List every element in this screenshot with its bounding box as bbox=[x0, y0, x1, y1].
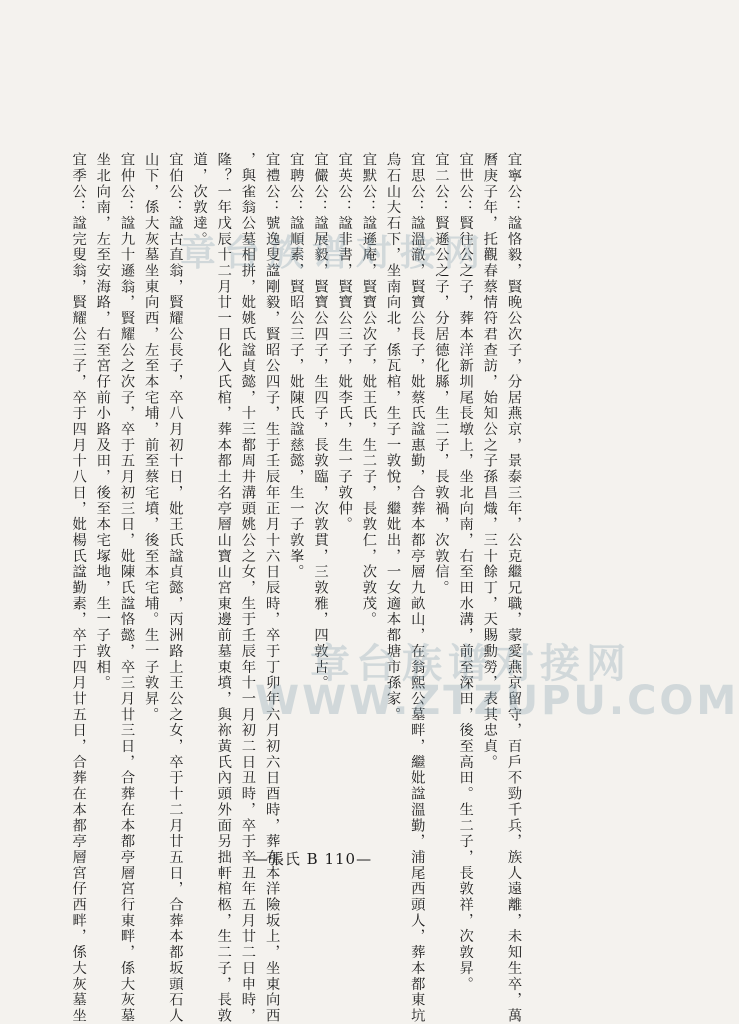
text-column: 宜世公：賢往公之子，葬本洋新圳尾長墩上，坐北向南，右至田水溝，前至深田，後至高田。生二子，長敦祥，次敦昇。 bbox=[457, 152, 474, 993]
text-column: 宜寧公：諡恪毅，賢晚公次子，分居燕京，景泰三年，公克繼兄職，蒙愛燕京留守，百戶不勁千兵，族人遠離，未知生卒，萬 bbox=[506, 152, 522, 1024]
text-column: ，與雀翁公墓相拼，妣姚氏諡貞懿，十三都周井溝頭姚公之女，生于壬辰年十一月初二日丑時，卒于辛丑年五月廿二日申時， bbox=[239, 152, 256, 1024]
text-column: 宜仲公：諡九十遜翁，賢耀公之次子，卒于五月初三日，妣陳氏諡恪懿，卒三月廿三日，合葬在本都亭層宮行東畔，係大灰墓 bbox=[119, 152, 135, 1024]
text-column: 山下，係大灰墓坐東向西，左至本宅埔，前至蔡宅墳，後至本宅埔。生一子敦昇。 bbox=[143, 152, 160, 723]
text-column: 烏石山大石下，坐南向北，係瓦棺，生子一敦悅，繼妣出，一女適本都塘市孫家。 bbox=[385, 152, 402, 723]
text-column: 宜季公：諡完叟翁，賢耀公三子，卒于四月十八日，妣楊氏諡勤素，卒于四月廿五日，合葬在本都亭層宮仔西畔，係大灰墓坐 bbox=[70, 152, 87, 1024]
watermark: 章台族谱对接网 bbox=[310, 641, 632, 687]
text-column: 宜默公：諡遜庵，賢寶公次子，妣王氏，生二子，長敦仁，次敦茂。 bbox=[360, 152, 377, 628]
text-column: 道，次敦達。 bbox=[191, 152, 208, 248]
text-column: 宜英公：諡非書，賢寶公三子，妣李氏，生一子敦仲。 bbox=[336, 152, 353, 533]
text-column: 宜伯公：諡古直翁，賢耀公長子，卒八月初十日，妣王氏諡貞懿，丙洲路上王公之女，卒于十二月廿五日，合葬本都坂頭石人 bbox=[167, 152, 184, 1024]
text-column: 坐北向南，左至安海路，右至宮仔前小路及田，後至本宅塚地，生一子敦相。 bbox=[94, 152, 111, 691]
text-column: 宜聘公：諡順素，賢昭公三子，妣陳氏諡慈懿，生一子敦峯。 bbox=[288, 152, 305, 580]
watermark-url: WWW.ZTZUPU.COM bbox=[255, 678, 739, 724]
watermark: 章台族谱对接网 bbox=[180, 233, 489, 274]
text-column: 曆庚子年，托觀春蔡情符君查訪，始知公之子孫昌熾，三十餘丁，天賜勳勞，表其忠貞。 bbox=[481, 152, 498, 771]
text-column: 隆？一年戊辰十二月廿一日化入氏棺，葬本都土名亭層山寶山宮東邊前墓東墳，與祢黃氏內頭外面另拙軒棺柩，生二子，長敦 bbox=[215, 152, 232, 1024]
text-column: 宜禮公：號逸叟諡剛毅，賢昭公四子，生于壬辰年正月十六日辰時，卒于丁卯年六月初六日酉時，葬在本洋險坂上，坐東向西 bbox=[264, 152, 281, 1024]
text-column: 宜二公：賢遜公之子，分居德化縣，生二子，長敦禍，次敦信。 bbox=[433, 152, 450, 596]
page-footer: —張氏 B 110— bbox=[252, 850, 373, 868]
text-column: 宜思公：諡溫澈，賢寶公長子，妣蔡氏諡惠勤，合葬本都亭層九畝山，在翁熙公墓畔，繼妣諡溫勤，浦尾西頭人，葬本都東坑 bbox=[409, 152, 426, 1024]
text-column: 宜儼公：諡展毅，賢寶公四子，生四子，長敦臨，次敦貫，三敦雅，四敦古。 bbox=[312, 152, 329, 691]
